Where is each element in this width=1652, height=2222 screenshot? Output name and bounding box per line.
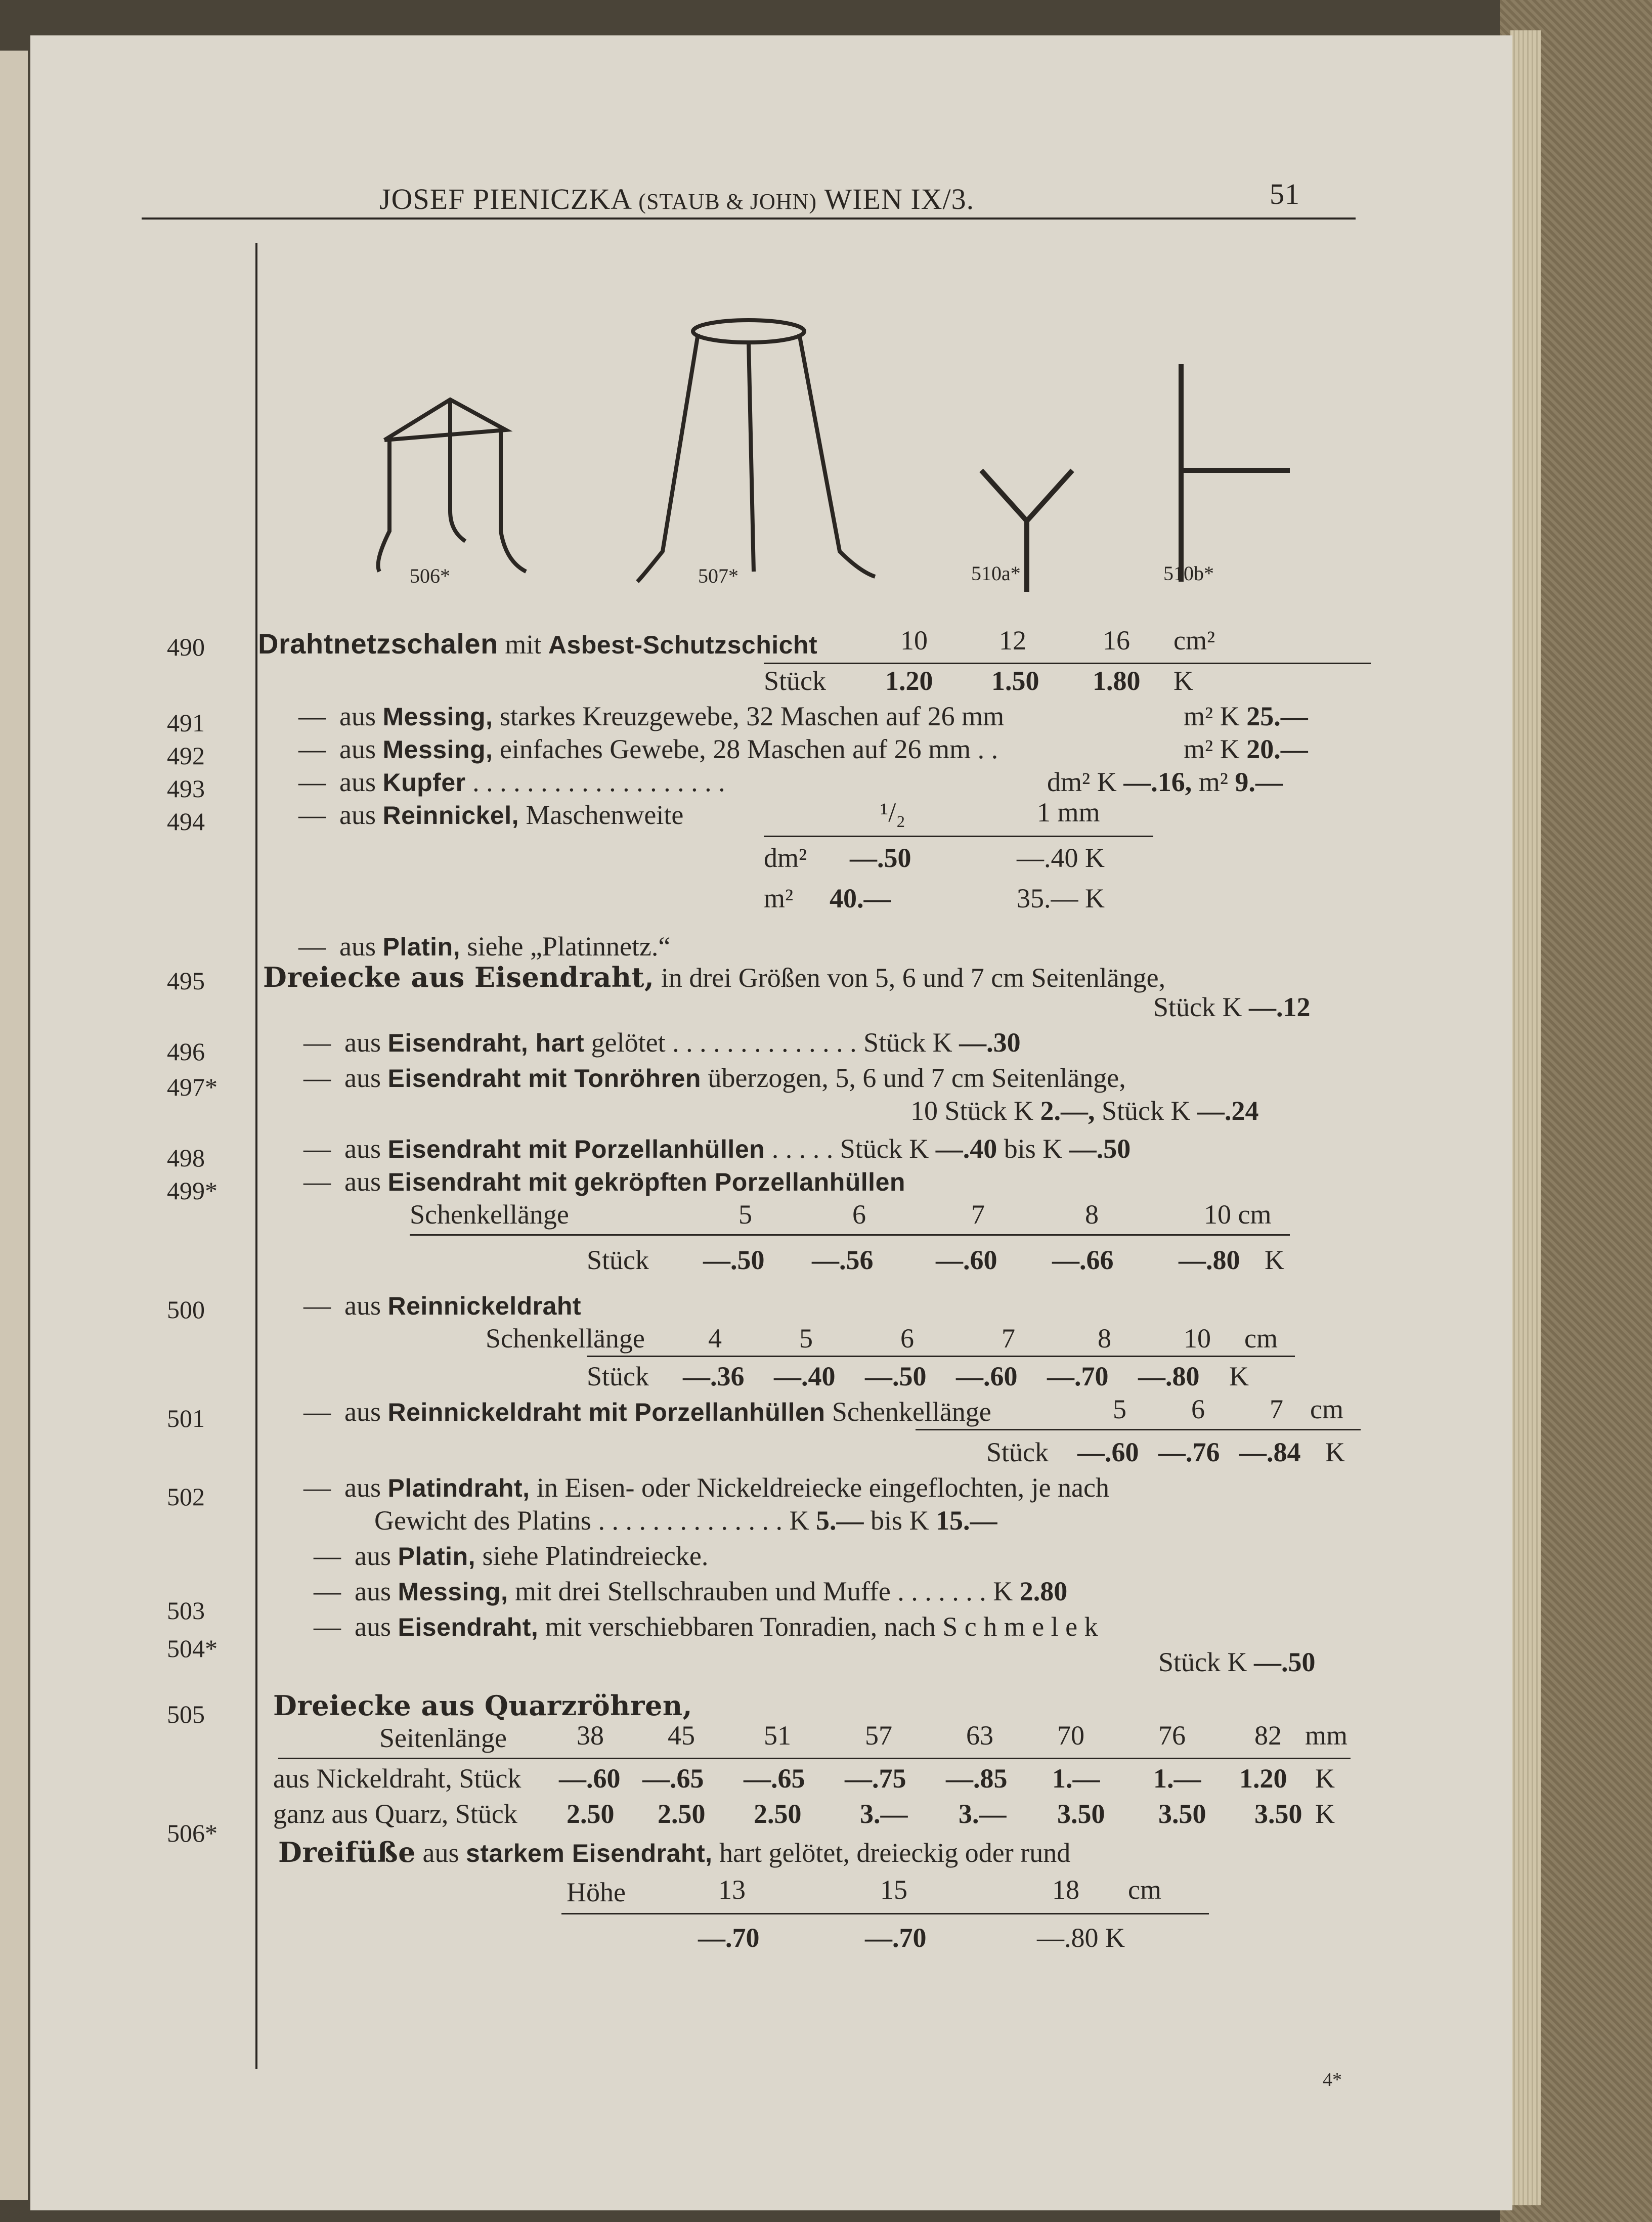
entry-496: — aus Eisendraht, hart gelötet . . . . . . . . . . . . . . Stück K —.30 (303, 1027, 1021, 1058)
entry-506: Dreifüße aus starkem Eisendraht, hart gelötet, dreieckig oder rund (278, 1836, 1071, 1868)
signature-mark: 4* (1323, 2069, 1342, 2090)
price-cell: 1.80 (1093, 666, 1141, 696)
size-cell: ¹/₂ (880, 797, 906, 827)
figure-label-510b: 510b* (1163, 562, 1214, 585)
entry-platin-2: — aus Platin, siehe Platindreiecke. (314, 1541, 709, 1571)
item-number: 492 (167, 742, 205, 770)
facing-page-edge (0, 51, 28, 2200)
entry-490-title: Drahtnetzschalen mit Asbest-Schutzschicht (258, 628, 818, 660)
size-cell: cm² (1173, 625, 1215, 656)
entry-492: — aus Messing, einfaches Gewebe, 28 Maschen auf 26 mm . . (298, 734, 998, 764)
entry-495: Dreiecke aus Eisendraht, in drei Größen von 5, 6 und 7 cm Seitenlänge, (263, 961, 1166, 993)
stueck-label: Stück (764, 666, 827, 696)
item-number: 490 (167, 633, 205, 661)
company-name: JOSEF PIENICZKA (379, 183, 631, 215)
entry-502: — aus Platindraht, in Eisen- oder Nickeldreiecke eingeflochten, je nach (303, 1472, 1109, 1503)
currency: K (1173, 666, 1193, 696)
item-number: 494 (167, 807, 205, 836)
entry-503: — aus Messing, mit drei Stellschrauben und Muffe . . . . . . . K 2.80 (314, 1576, 1068, 1606)
city: WIEN IX/3. (824, 183, 975, 215)
item-number: 498 (167, 1144, 205, 1172)
table-rule (561, 1913, 1209, 1914)
catalog-page: JOSEF PIENICZKA (STAUB & JOHN) WIEN IX/3. 51 506* 507* 510a* 510b* 490 491 492 493 494 495 496 497* 498 499* 500 501 502 503 504* 505 506* Drahtnetzschalen mit Asbest-Schutzschicht 10 12 16 cm² Stück 1.20 1.50 1.80 K — aus Messing, starkes Kreuzgewebe, 32 Maschen auf 26 mm m² K 25.— — aus Messing, einfaches Gewebe, 28 Maschen auf 26 mm . . m² K 20.— — aus Kupfer . . . . . . . . . . . . . . . . . . . dm² K —.16, m² 9.— — aus Reinnickel, Maschenweite ¹/₂ 1 mm dm² —.50 —.40 K m² 40.— 35.— K — aus Platin, siehe „Platinnetz.“ Dreiecke aus Eisendraht, in drei Größen von 5, 6 und 7 cm Seitenlänge, Stück K —.12 — aus Eisendraht, hart gelötet . . . . . . . . . . . . . . Stück K —.30 — aus Eisendraht mit Tonröhren überzogen, 5, 6 und 7 cm Seitenlänge, 10 Stück K 2.—, Stück K —.24 — aus Eisendraht mit Porzellanhüllen . . . . . Stück K —.40 bis K —.50 — aus Eisendraht mit gekröpften Porzellanhüllen Schenkellänge 5 6 7 8 10 cm Stück —.50 —.56 —.60 —.66 —.80 K — aus Reinnickeldraht Schenkellänge 4 5 6 7 8 10 cm Stück —.36 —.40 —.50 —.60 —.70 —.80 K — aus Reinnickeldraht mit Porzellanhüllen Schenkellänge 5 6 7 cm Stück —.60 —.76 —.84 K — aus Platindraht, in Eisen- oder Nickeldreiecke eingeflochten, je nach Gewicht des Platins . . . . . . . . . . . . . . K 5.— bis K 15.— — aus Platin, siehe Platindreiecke. — aus Messing, mit drei Stellschrauben und Muffe . . . . . . . K 2.80 — aus Eisendraht, mit verschiebbaren Tonradien, nach S c h m e l e k Stück K —.50 Dreiecke aus Quarzröhren, Seitenlänge 38 45 51 57 63 70 76 82 mm aus Nickeldraht, Stück —.60 —.65 —.65 —.75 —.85 1.— 1.— 1.20 K ganz aus Quarz, Stück 2.50 2.50 2.50 3.— 3.— 3.50 3.50 3.50 K Dreifüße aus starkem Eisendraht, hart gelötet, dreieckig oder rund Höhe 13 15 18 cm —.70 —.70 —.80 K 4* (30, 35, 1512, 2210)
item-number: 491 (167, 709, 205, 737)
entry-497: — aus Eisendraht mit Tonröhren überzogen, 5, 6 und 7 cm Seitenlänge, (303, 1063, 1126, 1093)
size-cell: 1 mm (1037, 797, 1100, 827)
entry-494: — aus Reinnickel, Maschenweite (298, 800, 684, 830)
table-rule (916, 1429, 1361, 1430)
item-number: 501 (167, 1404, 205, 1432)
entry-505-title: Dreiecke aus Quarzröhren, (273, 1689, 692, 1722)
entry-497-prices: 10 Stück K 2.—, Stück K —.24 (910, 1096, 1259, 1126)
page-number: 51 (1270, 178, 1300, 210)
price-cell: 1.20 (885, 666, 933, 696)
table-rule (764, 663, 1371, 664)
item-number: 495 (167, 967, 205, 995)
entry-493-price: dm² K —.16, m² 9.— (1047, 767, 1283, 797)
size-cell: 12 (999, 625, 1026, 656)
company-subtitle: (STAUB & JOHN) (638, 189, 817, 214)
price-cell: 1.50 (991, 666, 1039, 696)
size-cell: 16 (1103, 625, 1130, 656)
entry-499: — aus Eisendraht mit gekröpften Porzellanhüllen (303, 1166, 905, 1197)
entry-504-price: Stück K —.50 (1158, 1647, 1316, 1677)
item-number: 497* (167, 1073, 218, 1101)
item-number: 499* (167, 1177, 218, 1205)
table-rule (278, 1758, 1351, 1759)
tripod-triangle-506-icon (378, 400, 527, 572)
entry-498: — aus Eisendraht mit Porzellanhüllen . . . . . Stück K —.40 bis K —.50 (303, 1134, 1131, 1164)
t-connector-510b-icon (1181, 364, 1290, 582)
entry-504: — aus Eisendraht, mit verschiebbaren Tonradien, nach S c h m e l e k (314, 1611, 1098, 1642)
entry-platin: — aus Platin, siehe „Platinnetz.“ (298, 931, 671, 962)
table-rule (587, 1356, 1295, 1357)
item-number: 506* (167, 1819, 218, 1847)
header-rule (142, 217, 1356, 220)
entry-493: — aus Kupfer . . . . . . . . . . . . . . . . . . . (298, 767, 725, 797)
item-number: 500 (167, 1295, 205, 1324)
page-header (379, 182, 974, 216)
item-number: 503 (167, 1596, 205, 1625)
entry-491: — aus Messing, starkes Kreuzgewebe, 32 Maschen auf 26 mm (298, 701, 1005, 731)
entry-501: — aus Reinnickeldraht mit Porzellanhüllen Schenkellänge (303, 1397, 991, 1427)
item-number: 505 (167, 1700, 205, 1728)
table-rule (410, 1234, 1290, 1236)
figure-label-507: 507* (698, 564, 738, 587)
entry-495-price: Stück K —.12 (1153, 992, 1311, 1022)
item-number: 496 (167, 1037, 205, 1066)
item-number: 504* (167, 1634, 218, 1663)
entry-491-price: m² K 25.— (1184, 701, 1308, 731)
margin-rule (255, 243, 257, 2069)
size-cell: 10 (900, 625, 928, 656)
figure-label-510a: 510a* (971, 562, 1021, 585)
entry-500: — aus Reinnickeldraht (303, 1290, 582, 1321)
product-illustrations (314, 248, 1325, 602)
item-number: 493 (167, 774, 205, 803)
schenkel-label: Schenkellänge (410, 1199, 569, 1230)
entry-502-line2: Gewicht des Platins . . . . . . . . . . . . . . K 5.— bis K 15.— (374, 1505, 997, 1536)
table-rule (764, 836, 1153, 837)
item-number: 502 (167, 1483, 205, 1511)
tripod-ring-507-icon (637, 320, 875, 582)
page-edges (1510, 30, 1541, 2205)
entry-492-price: m² K 20.— (1184, 734, 1308, 764)
figure-label-506: 506* (410, 564, 450, 587)
